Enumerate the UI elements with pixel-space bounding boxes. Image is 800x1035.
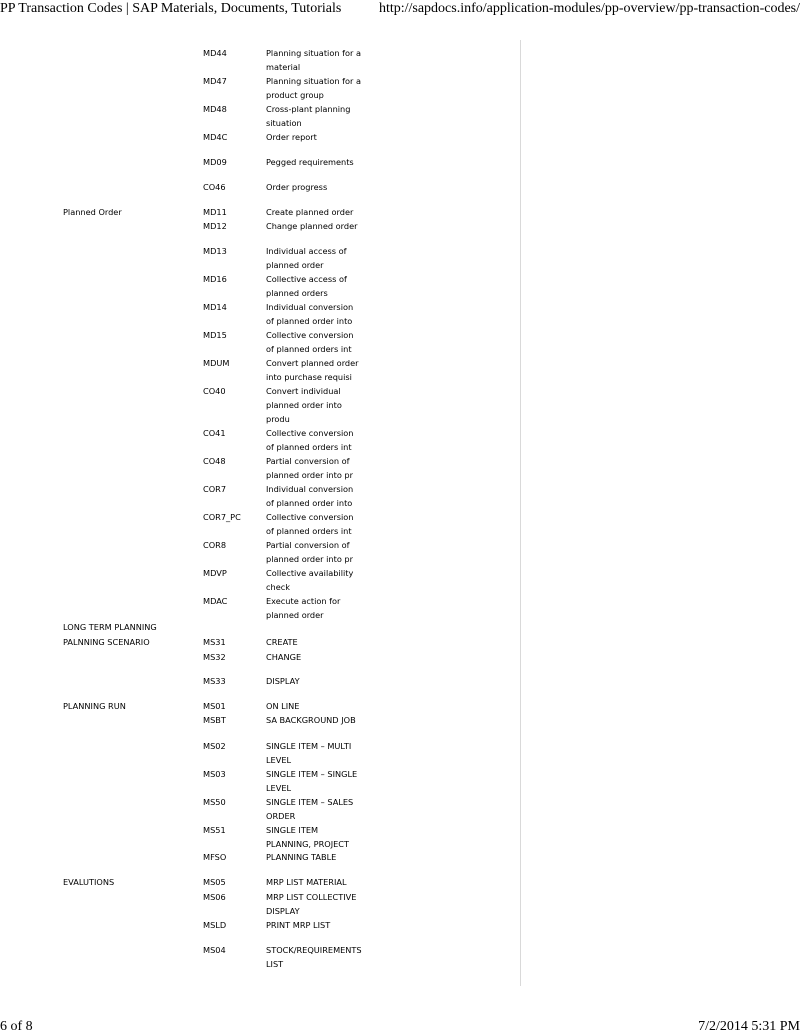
code-description: Partial conversion of planned order into pr <box>266 456 353 480</box>
transaction-code: MS03 <box>203 769 226 779</box>
code-description: Individual access of planned order <box>266 246 347 270</box>
code-description: SINGLE ITEM – MULTI LEVEL <box>266 741 352 765</box>
code-description: Individual conversion of planned order into <box>266 484 354 508</box>
transaction-code: COR7 <box>203 484 227 494</box>
code-description: SINGLE ITEM – SALES ORDER <box>266 797 354 821</box>
code-description: DISPLAY <box>266 676 300 686</box>
code-description: Collective conversion of planned orders int <box>266 330 354 354</box>
transaction-code: MD44 <box>203 48 227 58</box>
transaction-code: MS32 <box>203 652 226 662</box>
code-description: SINGLE ITEM – SINGLE LEVEL <box>266 769 358 793</box>
print-datetime: 7/2/2014 5:31 PM <box>698 1019 800 1034</box>
code-description: STOCK/REQUIREMENTS LIST <box>266 945 362 969</box>
transaction-code: MD12 <box>203 221 227 231</box>
transaction-code: MS51 <box>203 825 226 835</box>
code-description: SA BACKGROUND JOB <box>266 715 356 725</box>
page-url[interactable]: http://sapdocs.info/application-modules/pp-overview/pp-transaction-codes/ <box>378 1 800 16</box>
row-category: Planned Order <box>63 207 122 217</box>
row-category: PLANNING RUN <box>63 701 126 711</box>
transaction-code: MS50 <box>203 797 226 807</box>
code-description: CREATE <box>266 637 298 647</box>
code-description: ON LINE <box>266 701 300 711</box>
code-description: Individual conversion of planned order into <box>266 302 354 326</box>
transaction-code: MSLD <box>203 920 227 930</box>
transaction-code: MD16 <box>203 274 227 284</box>
transaction-code: CO48 <box>203 456 226 466</box>
code-description: Planning situation for a material <box>266 48 361 72</box>
transaction-code: MD13 <box>203 246 227 256</box>
column-divider <box>520 40 521 986</box>
transaction-code: MD14 <box>203 302 227 312</box>
code-description: Convert planned order into purchase requisi <box>266 358 359 382</box>
code-description: Collective conversion of planned orders int <box>266 512 354 536</box>
transaction-code: CO40 <box>203 386 226 396</box>
transaction-code: MS04 <box>203 945 226 955</box>
row-category: PALNNING SCENARIO <box>63 637 150 647</box>
code-description: MRP LIST MATERIAL <box>266 877 347 887</box>
transaction-code: MS06 <box>203 892 226 902</box>
transaction-code: MS02 <box>203 741 226 751</box>
transaction-code: MS01 <box>203 701 226 711</box>
transaction-code: COR8 <box>203 540 227 550</box>
code-description: Partial conversion of planned order into pr <box>266 540 353 564</box>
code-description: Create planned order <box>266 207 354 217</box>
code-description: Collective availability check <box>266 568 354 592</box>
code-description: Change planned order <box>266 221 358 231</box>
code-description: Collective access of planned orders <box>266 274 347 298</box>
code-description: Cross-plant planning situation <box>266 104 351 128</box>
transaction-code: MDUM <box>203 358 230 368</box>
transaction-code: MDAC <box>203 596 228 606</box>
transaction-code: MD4C <box>203 132 228 142</box>
transaction-code: MSBT <box>203 715 226 725</box>
code-description: SINGLE ITEM PLANNING, PROJECT <box>266 825 350 849</box>
page-number: 6 of 8 <box>0 1019 33 1034</box>
code-description: Order report <box>266 132 317 142</box>
transaction-code: MD09 <box>203 157 227 167</box>
transaction-code: MD11 <box>203 207 227 217</box>
code-description: PRINT MRP LIST <box>266 920 331 930</box>
transaction-code: CO46 <box>203 182 226 192</box>
code-description: Planning situation for a product group <box>266 76 361 100</box>
transaction-code: MS33 <box>203 676 226 686</box>
transaction-code: MS31 <box>203 637 226 647</box>
code-description: Execute action for planned order <box>266 596 341 620</box>
code-description: Convert individual planned order into produ <box>266 386 342 424</box>
code-description: PLANNING TABLE <box>266 852 337 862</box>
transaction-code: MDVP <box>203 568 227 578</box>
page-title: PP Transaction Codes | SAP Materials, Documents, Tutorials <box>0 1 342 16</box>
code-description: Collective conversion of planned orders int <box>266 428 354 452</box>
row-category: EVALUTIONS <box>63 877 115 887</box>
transaction-code: MS05 <box>203 877 226 887</box>
transaction-code: COR7_PC <box>203 512 241 522</box>
row-category: LONG TERM PLANNING <box>63 622 157 632</box>
code-description: Pegged requirements <box>266 157 354 167</box>
code-description: MRP LIST COLLECTIVE DISPLAY <box>266 892 357 916</box>
transaction-code: MFSO <box>203 852 227 862</box>
transaction-code: MD47 <box>203 76 227 86</box>
transaction-code: MD48 <box>203 104 227 114</box>
transaction-code: CO41 <box>203 428 226 438</box>
code-description: CHANGE <box>266 652 302 662</box>
code-description: Order progress <box>266 182 328 192</box>
transaction-code: MD15 <box>203 330 227 340</box>
